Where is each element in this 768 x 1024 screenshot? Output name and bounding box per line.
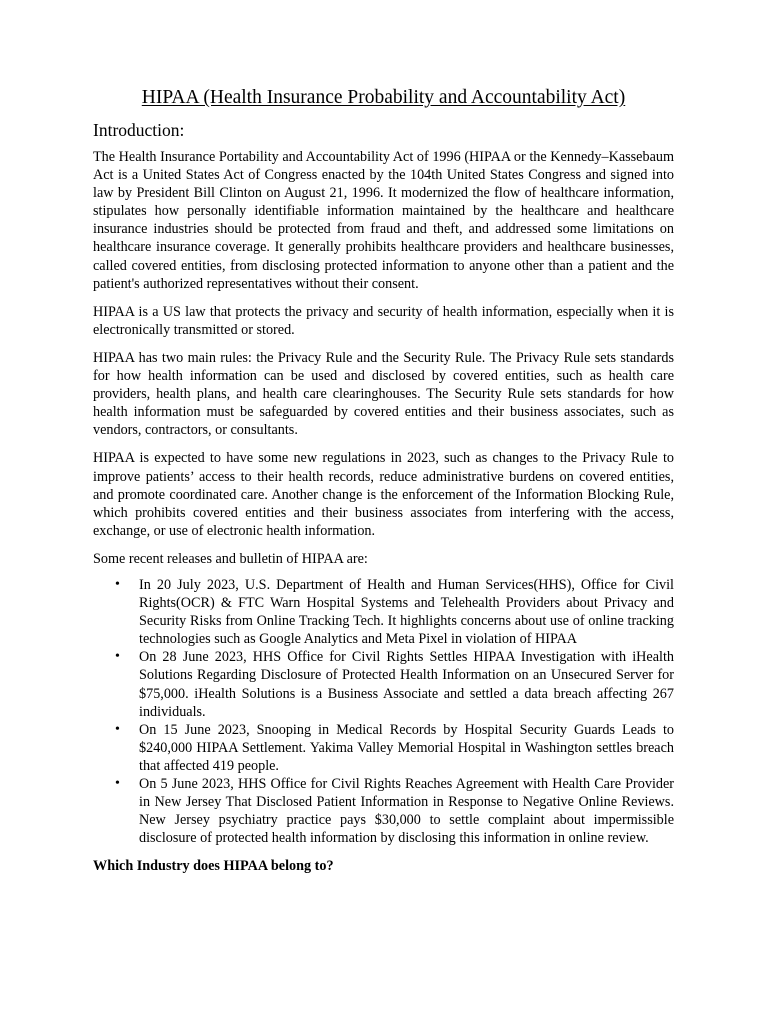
list-item (115, 648, 674, 720)
bullet-icon: • (115, 576, 120, 592)
paragraph-2023-regulations: HIPAA is expected to have some new regulations in 2023, such as changes to the Privacy Rule to improve patients’ access to their health records, reduce administrative burdens on covered entities, and promote coordinated care. Another change is the enforcement of the Information Blocking Rule, which prohibits covered entities and their business associates from interfering with the access, exchange, or use of electronic health information. (93, 450, 674, 539)
paragraph-overview: The Health Insurance Portability and Accountability Act of 1996 (HIPAA or the Kennedy–Kassebaum Act is a United States Act of Congress enacted by the 104th United States Congress and signed into law by President Bill Clinton on August 21, 1996. It modernized the flow of healthcare information, stipulates how personally identifiable information maintained by the healthcare and healthcare insurance industries should be protected from fraud and theft, and addressed some limitations on healthcare insurance coverage. It generally prohibits healthcare providers and healthcare businesses, called covered entities, from disclosing protected information to anyone other than a patient and the patient's authorized representatives without their consent. (93, 149, 674, 292)
list-item-text: On 28 June 2023, HHS Office for Civil Rights Settles HIPAA Investigation with iHealth Solutions Regarding Disclosure of Protected Health Information on an Unsecured Server for $75,000. iHealth Solutions is a Business Associate and settled a data breach affecting 267 individuals. (139, 649, 674, 720)
paragraph-rules: HIPAA has two main rules: the Privacy Rule and the Security Rule. The Privacy Rule sets standards for how health information can be used and disclosed by covered entities, such as health care providers, health plans, and health care clearinghouses. The Security Rule sets standards for how health information must be safeguarded by covered entities and their business associates, such as vendors, contractors, or consultants. (93, 349, 674, 439)
bullet-icon: • (115, 721, 120, 737)
list-item-text: On 15 June 2023, Snooping in Medical Records by Hospital Security Guards Leads to $240,000 HIPAA Settlement. Yakima Valley Memorial Hospital in Washington settles breach that affected 419 people. (139, 721, 674, 774)
list-item-text: In 20 July 2023, U.S. Department of Health and Human Services(HHS), Office for Civil Rights(OCR) & FTC Warn Hospital Systems and Telehealth Providers about Privacy and Security Risks from Online Tracking Tech. It highlights concerns about use of online tracking technologies such as Google Analytics and Meta Pixel in violation of HIPAA (139, 576, 674, 648)
list-item-text: On 5 June 2023, HHS Office for Civil Rights Reaches Agreement with Health Care Provider in New Jersey That Disclosed Patient Information in Response to Negative Online Reviews. New Jersey psychiatry practice pays $30,000 to settle complaint about impermissible disclosure of protected health information by disclosing this information in online review. (139, 776, 674, 847)
bullet-icon: • (115, 649, 120, 665)
industry-question: Which Industry does HIPAA belong to? (93, 858, 334, 875)
document-title: HIPAA (Health Insurance Probability and Accountability Act) (141, 87, 626, 108)
paragraph-recent-releases-intro: Some recent releases and bulletin of HIPAA are: (93, 550, 368, 567)
list-item (115, 775, 674, 847)
recent-releases-list (93, 576, 674, 847)
bullet-icon: • (115, 776, 120, 791)
list-item (115, 576, 674, 648)
paragraph-purpose: HIPAA is a US law that protects the privacy and security of health information, especially when it is electronically transmitted or stored. (93, 303, 674, 338)
introduction-heading: Introduction: (93, 120, 185, 140)
list-item (115, 721, 674, 775)
